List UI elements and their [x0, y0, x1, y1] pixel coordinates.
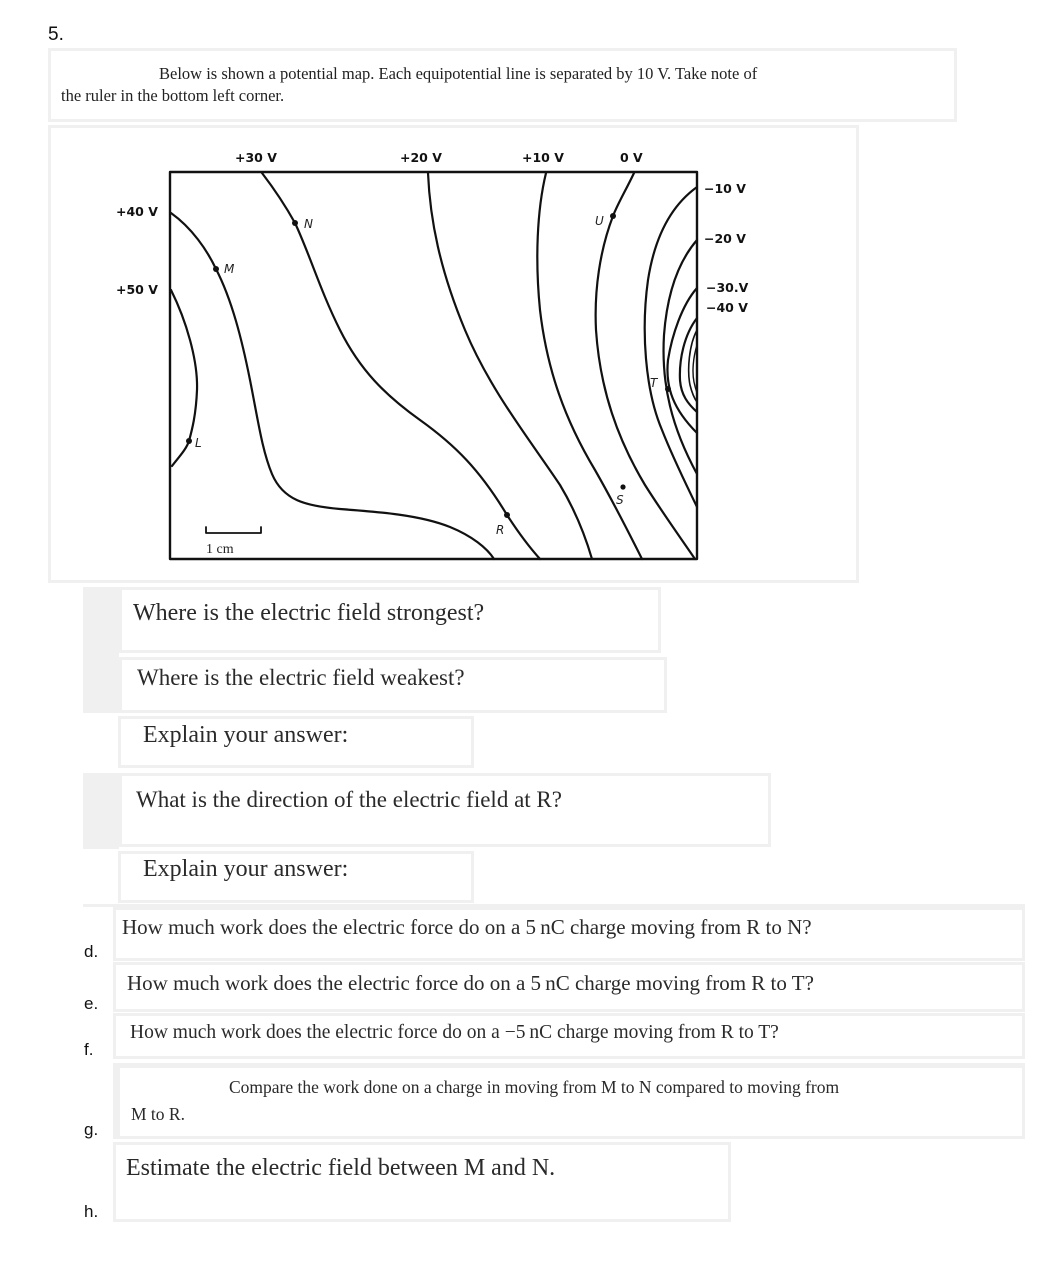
point-R: [504, 512, 510, 518]
part-g-box: [120, 1068, 1022, 1136]
label-plus10: +10 V: [522, 150, 564, 165]
question-number: 5.: [48, 24, 64, 45]
equipotential-plus40: [171, 213, 494, 559]
point-T: [665, 386, 671, 392]
part-h-box: [113, 1142, 731, 1222]
intro-line-1: Below is shown a potential map. Each equipotential line is separated by 10 V. Take note of: [159, 64, 758, 83]
part-e-letter: e.: [84, 994, 99, 1013]
label-minus10: −10 V: [704, 181, 746, 196]
part-a-box: [119, 587, 661, 653]
part-e-box: [113, 962, 1025, 1012]
part-h-question: Estimate the electric field between M and N.: [126, 1155, 556, 1181]
part-f-question: How much work does the electric force do on a −5 nC charge moving from R to T?: [130, 1022, 779, 1043]
part-f-box: [113, 1013, 1025, 1059]
part-g-question-line-2: M to R.: [131, 1104, 185, 1124]
label-zero: 0 V: [620, 150, 643, 165]
point-N: [292, 220, 298, 226]
part-g-letter: g.: [84, 1120, 99, 1139]
equipotential-plus50: [171, 290, 197, 466]
intro-line-2: the ruler in the bottom left corner.: [61, 86, 285, 105]
label-S: S: [616, 493, 624, 507]
point-M: [213, 266, 219, 272]
label-minus30: −30.V: [706, 280, 749, 295]
equipotential-plus10: [537, 173, 642, 559]
part-b-box: [119, 657, 667, 713]
part-c-bar: [83, 773, 119, 849]
part-b-question: Where is the electric field weakest?: [137, 665, 465, 690]
part-c-question: What is the direction of the electric field at R?: [136, 787, 562, 812]
label-M: M: [224, 262, 235, 276]
label-N: N: [304, 217, 313, 231]
part-d-box: [113, 907, 1025, 961]
part-d-question: How much work does the electric force do on a 5 nC charge moving from R to N?: [122, 915, 812, 939]
point-L: [186, 438, 192, 444]
label-plus30: +30 V: [235, 150, 277, 165]
part-c-explain-box: [118, 851, 474, 903]
part-h-letter: h.: [84, 1202, 99, 1221]
label-minus40: −40 V: [706, 300, 748, 315]
label-plus50: +50 V: [116, 282, 158, 297]
part-f-letter: f.: [84, 1040, 94, 1059]
equipotential-plus20: [428, 173, 592, 559]
point-U: [610, 213, 616, 219]
label-L: L: [195, 436, 202, 450]
part-a-bar: [83, 587, 119, 657]
potential-map: [0, 0, 1054, 600]
ruler-label: 1 cm: [206, 542, 234, 557]
part-c-box: [119, 773, 771, 847]
point-S: [620, 484, 625, 489]
part-b-bar: [83, 657, 119, 713]
label-U: U: [595, 214, 604, 228]
part-g-question-line-1: Compare the work done on a charge in moving from M to N compared to moving from: [229, 1077, 840, 1097]
ruler-1cm: [206, 527, 261, 533]
part-d-letter: d.: [84, 942, 99, 961]
part-b-explain-label: Explain your answer:: [143, 722, 349, 748]
part-c-explain-label: Explain your answer:: [143, 856, 349, 882]
part-b-explain-box: [118, 716, 474, 768]
label-plus40: +40 V: [116, 204, 158, 219]
label-plus20: +20 V: [400, 150, 442, 165]
label-minus20: −20 V: [704, 231, 746, 246]
label-R: R: [496, 523, 505, 537]
part-e-question: How much work does the electric force do on a 5 nC charge moving from R to T?: [127, 971, 814, 995]
label-T: T: [650, 376, 658, 390]
part-a-question: Where is the electric field strongest?: [133, 600, 485, 626]
